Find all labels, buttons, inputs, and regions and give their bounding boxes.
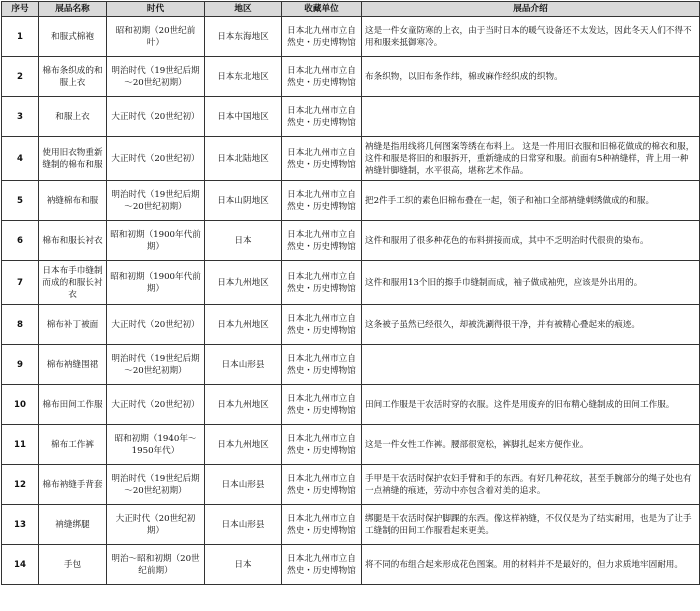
exhibit-region: 日本东北地区: [205, 57, 282, 97]
table-row: [2, 345, 700, 385]
row-number: 5: [2, 181, 39, 221]
exhibit-name: 棉布田间工作服: [39, 385, 107, 425]
exhibit-era: 大正时代（20世纪初期）: [107, 505, 205, 545]
exhibit-collection: 日本北九州市立自然史・历史博物馆: [282, 305, 362, 345]
header-region: 地区: [205, 2, 282, 17]
exhibit-collection: 日本北九州市立自然史・历史博物馆: [282, 137, 362, 181]
exhibit-collection: 日本北九州市立自然史・历史博物馆: [282, 545, 362, 585]
exhibit-collection: 日本北九州市立自然史・历史博物馆: [282, 17, 362, 57]
exhibit-intro: 布条织物，以旧布条作纬，棉或麻作经织成的织物。: [362, 57, 700, 97]
exhibit-era: 大正时代（20世纪初）: [107, 385, 205, 425]
exhibit-intro: 将不同的布组合起来形成花色图案。用的材料并不是最好的，但力求质地牢固耐用。: [362, 545, 700, 585]
exhibit-collection: 日本北九州市立自然史・历史博物馆: [282, 181, 362, 221]
table-row: [2, 57, 700, 97]
exhibit-intro: 这件和服用13个旧的擦手巾缝制而成，袖子做成袖兜，应该是外出用的。: [362, 261, 700, 305]
exhibit-intro: 这是一件女性工作裤。腰部很宽松，裤脚扎起来方便作业。: [362, 425, 700, 465]
exhibit-collection: 日本北九州市立自然史・历史博物馆: [282, 261, 362, 305]
exhibit-name: 和服上衣: [39, 97, 107, 137]
row-number: 1: [2, 17, 39, 57]
exhibit-name: 棉布衲缝围裙: [39, 345, 107, 385]
table-row: [2, 305, 700, 345]
row-number: 2: [2, 57, 39, 97]
exhibit-collection: 日本北九州市立自然史・历史博物馆: [282, 505, 362, 545]
table-row: [2, 385, 700, 425]
table-row: [2, 221, 700, 261]
exhibit-region: 日本山形县: [205, 345, 282, 385]
row-number: 3: [2, 97, 39, 137]
exhibit-intro: [362, 97, 700, 137]
exhibit-name: 衲缝绑腿: [39, 505, 107, 545]
exhibit-region: 日本北陆地区: [205, 137, 282, 181]
exhibit-region: 日本九州地区: [205, 385, 282, 425]
exhibit-region: 日本九州地区: [205, 305, 282, 345]
exhibit-intro: 把2件手工织的素色旧棉布叠在一起，领子和袖口全部衲缝刺绣做成的和服。: [362, 181, 700, 221]
exhibit-intro: 田间工作服是干农活时穿的衣服。这件是用废弃的旧布精心缝制成的田间工作服。: [362, 385, 700, 425]
exhibit-era: 大正时代（20世纪初）: [107, 137, 205, 181]
table-row: [2, 137, 700, 181]
table-row: [2, 505, 700, 545]
row-number: 14: [2, 545, 39, 585]
table-row: [2, 425, 700, 465]
exhibit-name: 手包: [39, 545, 107, 585]
header-intro: 展品介绍: [362, 2, 700, 17]
exhibit-intro: 手甲是干农活时保护农妇手臂和手的东西。有好几种花纹，甚至手腕部分的绳子处也有一点衲缝的痕迹，劳动中亦包含着对美的追求。: [362, 465, 700, 505]
exhibit-name: 日本布手巾缝制而成的和服长衬衣: [39, 261, 107, 305]
exhibit-intro: 这是一件女童防寒的上衣，由于当时日本的暖气设备还不太发达，因此冬天人们不得不用和服来抵御寒冷。: [362, 17, 700, 57]
exhibit-collection: 日本北九州市立自然史・历史博物馆: [282, 97, 362, 137]
exhibit-name: 衲缝棉布和服: [39, 181, 107, 221]
row-number: 12: [2, 465, 39, 505]
exhibit-region: 日本山形县: [205, 505, 282, 545]
exhibit-intro: 这条被子虽然已经很久，却被洗涮得很干净，并有被精心叠起来的痕迹。: [362, 305, 700, 345]
exhibit-era: 明治时代（19世纪后期～20世纪初期）: [107, 57, 205, 97]
exhibit-collection: 日本北九州市立自然史・历史博物馆: [282, 221, 362, 261]
exhibit-region: 日本山阴地区: [205, 181, 282, 221]
exhibit-era: 昭和初期（20世纪前叶）: [107, 17, 205, 57]
exhibit-region: 日本: [205, 221, 282, 261]
exhibit-collection: 日本北九州市立自然史・历史博物馆: [282, 425, 362, 465]
exhibit-region: 日本山形县: [205, 465, 282, 505]
exhibit-table: [1, 1, 700, 585]
header-no: 序号: [2, 2, 39, 17]
header-name: 展品名称: [39, 2, 107, 17]
row-number: 8: [2, 305, 39, 345]
exhibit-era: 明治时代（19世纪后期～20世纪初期）: [107, 465, 205, 505]
exhibit-intro: [362, 345, 700, 385]
exhibit-collection: 日本北九州市立自然史・历史博物馆: [282, 465, 362, 505]
row-number: 4: [2, 137, 39, 181]
exhibit-region: 日本: [205, 545, 282, 585]
row-number: 11: [2, 425, 39, 465]
table-row: [2, 261, 700, 305]
exhibit-intro: 这件和服用了很多种花色的布料拼接而成，其中不乏明治时代很贵的染布。: [362, 221, 700, 261]
exhibit-era: 昭和初期（1900年代前期）: [107, 261, 205, 305]
exhibit-collection: 日本北九州市立自然史・历史博物馆: [282, 345, 362, 385]
exhibit-name: 棉布衲缝手背套: [39, 465, 107, 505]
exhibit-era: 大正时代（20世纪初）: [107, 305, 205, 345]
exhibit-name: 和服式棉袍: [39, 17, 107, 57]
exhibit-region: 日本中国地区: [205, 97, 282, 137]
row-number: 13: [2, 505, 39, 545]
exhibit-region: 日本九州地区: [205, 425, 282, 465]
header-era: 时代: [107, 2, 205, 17]
row-number: 10: [2, 385, 39, 425]
exhibit-region: 日本东海地区: [205, 17, 282, 57]
exhibit-era: 大正时代（20世纪初）: [107, 97, 205, 137]
exhibit-collection: 日本北九州市立自然史・历史博物馆: [282, 385, 362, 425]
header-row: [2, 2, 700, 17]
exhibit-name: 棉布补丁被面: [39, 305, 107, 345]
row-number: 9: [2, 345, 39, 385]
table-row: [2, 545, 700, 585]
exhibit-era: 昭和初期（1940年～1950年代）: [107, 425, 205, 465]
exhibit-name: 棉布条织成的和服上衣: [39, 57, 107, 97]
table-row: [2, 17, 700, 57]
table-row: [2, 181, 700, 221]
exhibit-collection: 日本北九州市立自然史・历史博物馆: [282, 57, 362, 97]
exhibit-era: 明治～昭和初期（20世纪前期）: [107, 545, 205, 585]
exhibit-name: 棉布和服长衬衣: [39, 221, 107, 261]
header-collection: 收藏单位: [282, 2, 362, 17]
table-row: [2, 465, 700, 505]
exhibit-intro: 绑腿是干农活时保护脚踝的东西。像这样衲缝，不仅仅是为了结实耐用，也是为了让手工缝制的田间工作服看起来更美。: [362, 505, 700, 545]
exhibit-region: 日本九州地区: [205, 261, 282, 305]
exhibit-intro: 衲缝是指用线将几何图案等绣在布料上。 这是一件用旧衣服和旧棉花做成的棉衣和服，这件和服是将旧的和服拆开，重新缝成的日常穿和服。前面有5种衲缝样，背上用一种衲缝针脚缝制，水平很高，堪称艺术作品。: [362, 137, 700, 181]
exhibit-era: 明治时代（19世纪后期～20世纪初期）: [107, 345, 205, 385]
exhibit-name: 使用旧衣物重新缝制的棉布和服: [39, 137, 107, 181]
table-row: [2, 97, 700, 137]
exhibit-name: 棉布工作裤: [39, 425, 107, 465]
row-number: 7: [2, 261, 39, 305]
row-number: 6: [2, 221, 39, 261]
exhibit-era: 昭和初期（1900年代前期）: [107, 221, 205, 261]
exhibit-era: 明治时代（19世纪后期～20世纪初期）: [107, 181, 205, 221]
